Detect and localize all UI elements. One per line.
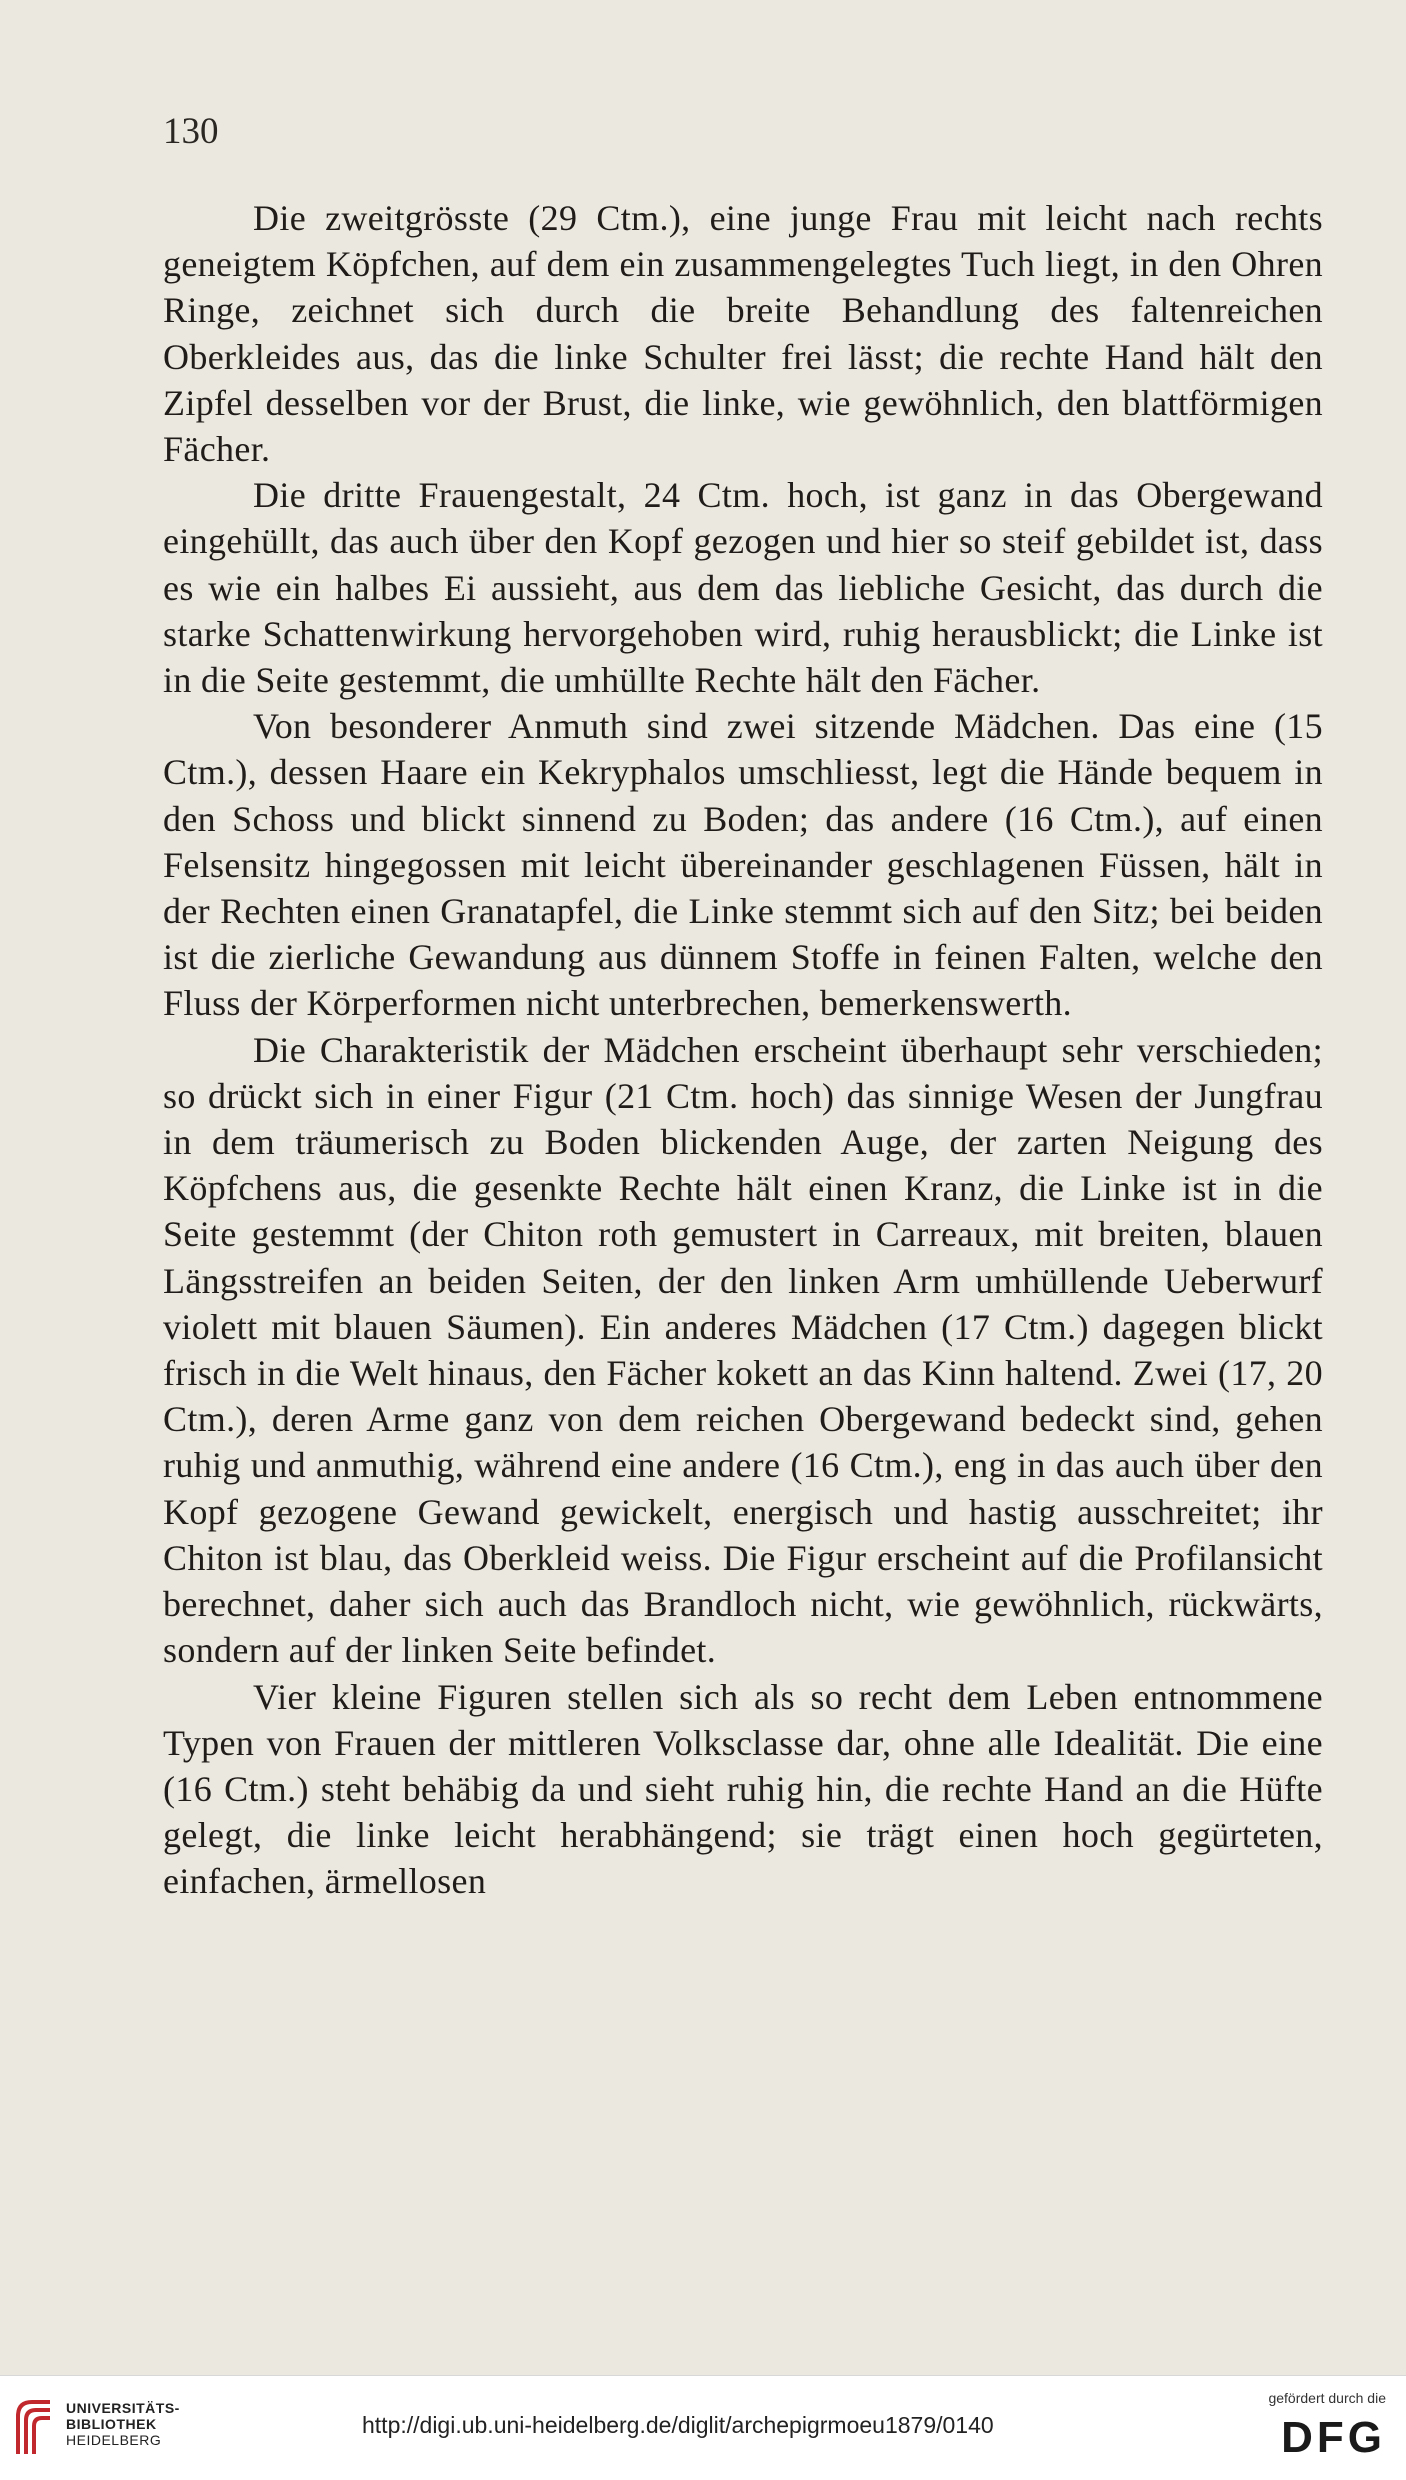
library-name-line3: HEIDELBERG (66, 2432, 162, 2448)
paragraph-1: Die zweitgrösste (29 Ctm.), eine junge Frau mit leicht nach rechts geneigtem Köpfchen, auf dem ein zusammengelegtes Tuch liegt, in den Ohren Ringe, zeichnet sich durch die breite Behandlung des faltenreichen Oberkleides aus, das die linke Schulter frei lässt; die rechte Hand hält den Zipfel desselben vor der Brust, die linke, wie gewöhnlich, den blattförmigen Fächer. (163, 198, 1323, 470)
dfg-logo[interactable] (1226, 2390, 1386, 2470)
permalink-url[interactable]: http://digi.ub.uni-heidelberg.de/diglit/archepigrmoeu1879/0140 (362, 2412, 994, 2438)
paragraph-3: Von besonderer Anmuth sind zwei sitzende Mädchen. Das eine (15 Ctm.), dessen Haare ein Kekryphalos umschliesst, legt die Hände bequem in den Schoss und blickt sinnend zu Boden; das andere (16 Ctm.), auf einen Felsensitz hingegossen mit leicht übereinander geschlagenen Füssen, hält in der Rechten einen Granatapfel, die Linke stemmt sich auf den Sitz; bei beiden ist die zierliche Gewandung aus dünnem Stoffe in feinen Falten, welche den Fluss der Körperformen nicht unterbrechen, bemerkenswerth. (163, 706, 1323, 1024)
funded-by-label: gefördert durch die (1268, 2390, 1386, 2406)
paragraph-2: Die dritte Frauengestalt, 24 Ctm. hoch, ist ganz in das Obergewand eingehüllt, das auch über den Kopf gezogen und hier so steif gebildet ist, dass es wie ein halbes Ei aussieht, aus dem das liebliche Gesicht, das durch die starke Schattenwirkung hervorgehoben wird, ruhig herausblickt; die Linke ist in die Seite gestemmt, die umhüllte Rechte hält den Fächer. (163, 475, 1323, 701)
library-name-line2: BIBLIOTHEK (66, 2416, 157, 2432)
university-library-logo[interactable] (14, 2392, 194, 2464)
paragraph-5: Vier kleine Figuren stellen sich als so recht dem Leben entnommene Typen von Frauen der mittleren Volksclasse dar, ohne alle Idealität. Die eine (16 Ctm.) steht behäbig da und sieht ruhig hin, die rechte Hand an die Hüfte gelegt, die linke leicht herabhängend; sie trägt einen hoch gegürteten, einfachen, ärmellosen (163, 1676, 1323, 1902)
body-text (163, 195, 1323, 1905)
paragraph-4: Die Charakteristik der Mädchen erscheint überhaupt sehr verschieden; so drückt sich in einer Figur (21 Ctm. hoch) das sinnige Wesen der Jungfrau in dem träumerisch zu Boden blickenden Auge, der zarten Neigung des Köpfchens aus, die gesenkte Rechte hält einen Kranz, die Linke ist in die Seite gestemmt (der Chiton roth gemustert in Carreaux, mit breiten, blauen Längsstreifen an beiden Seiten, der den linken Arm umhüllende Ueberwurf violett mit blauen Säumen). Ein anderes Mädchen (17 Ctm.) dagegen blickt frisch in die Welt hinaus, den Fächer kokett an das Kinn haltend. Zwei (17, 20 Ctm.), deren Arme ganz von dem reichen Obergewand bedeckt sind, gehen ruhig und anmuthig, während eine andere (16 Ctm.), eng in das auch über den Kopf gezogene Gewand gewickelt, energisch und hastig ausschreitet; ihr Chiton ist blau, das Oberkleid weiss. Die Figur erscheint auf die Profilansicht berechnet, daher sich auch das Brandloch nicht, wie gewöhnlich, rückwärts, sondern auf der linken Seite befindet. (163, 1029, 1323, 1671)
page-number: 130 (163, 111, 219, 152)
dfg-wordmark: DFG (1281, 2413, 1386, 2462)
library-name-line1: UNIVERSITÄTS- (66, 2400, 180, 2416)
footer-bar (0, 2375, 1406, 2480)
ub-logo-icon (14, 2396, 56, 2458)
